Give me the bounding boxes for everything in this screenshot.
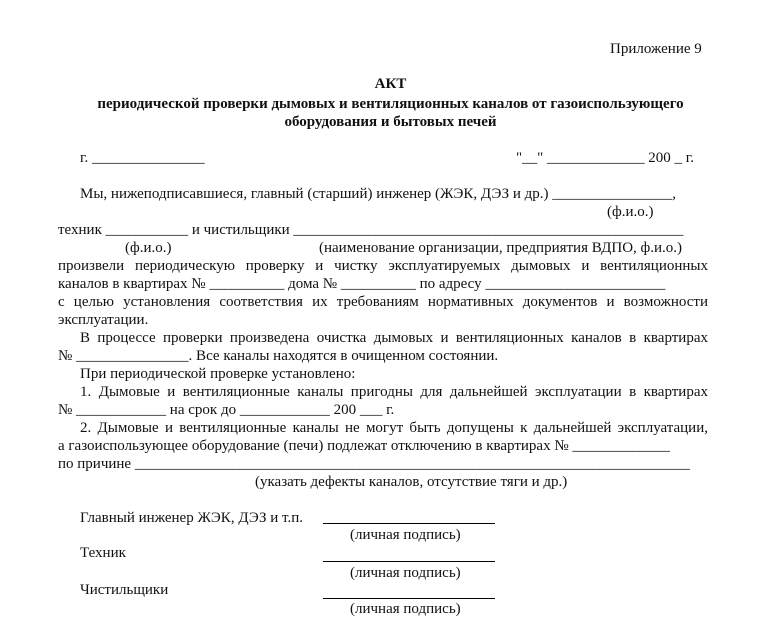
p4-line4: 2. Дымовые и вентиляционные каналы не могут быть допущены к дальнейшей эксплуатации, bbox=[80, 420, 708, 436]
p4-line2: 1. Дымовые и вентиляционные каналы пригодны для дальнейшей эксплуатации в квартирах bbox=[80, 384, 708, 400]
city-field: г. _______________ bbox=[80, 150, 205, 166]
sig2-label: Техник bbox=[80, 545, 126, 561]
document-title: АКТ bbox=[374, 76, 407, 92]
defects-caption: (указать дефекты каналов, отсутствие тяги и др.) bbox=[255, 474, 568, 490]
p2-line2: каналов в квартирах № __________ дома № __________ по адресу ________________________ bbox=[58, 276, 666, 292]
appendix-label: Приложение 9 bbox=[610, 41, 702, 57]
sig2-caption: (личная подпись) bbox=[350, 565, 461, 581]
p2-line3: с целью установления соответствия их требованиям нормативных документов и возможности bbox=[58, 294, 708, 310]
sig2-line bbox=[323, 561, 495, 562]
p2-line1: произвели периодическую проверку и чистку эксплуатируемых дымовых и вентиляционных bbox=[58, 258, 708, 274]
p4-line1: При периодической проверке установлено: bbox=[80, 366, 356, 382]
p1-line2: техник ___________ и чистильщики ____________________________________________________ bbox=[58, 222, 684, 238]
p4-line5: а газоиспользующее оборудование (печи) подлежат отключению в квартирах № _____________ bbox=[58, 438, 670, 454]
p4-line6: по причине __________________________________________________________________________ bbox=[58, 456, 690, 472]
sig1-label: Главный инженер ЖЭК, ДЭЗ и т.п. bbox=[80, 510, 304, 526]
p3-line2: № _______________. Все каналы находятся в очищенном состоянии. bbox=[58, 348, 499, 364]
sig1-caption: (личная подпись) bbox=[350, 527, 461, 543]
p4-line3: № ____________ на срок до ____________ 200 ___ г. bbox=[58, 402, 395, 418]
sig3-caption: (личная подпись) bbox=[350, 601, 461, 617]
document-subtitle-line1: периодической проверки дымовых и вентиляционных каналов от газоиспользующего bbox=[97, 96, 684, 112]
p3-line1: В процессе проверки произведена очистка дымовых и вентиляционных каналов в квартирах bbox=[80, 330, 708, 346]
p1-line1: Мы, нижеподписавшиеся, главный (старший) инженер (ЖЭК, ДЭЗ и др.) ________________, bbox=[80, 186, 676, 202]
document-subtitle-line2: оборудования и бытовых печей bbox=[284, 114, 497, 130]
technician-fio-caption: (ф.и.о.) bbox=[125, 240, 172, 256]
date-field: "__" _____________ 200 _ г. bbox=[516, 150, 694, 166]
sig1-line bbox=[323, 523, 495, 524]
sig3-label: Чистильщики bbox=[80, 582, 169, 598]
p2-line4: эксплуатации. bbox=[58, 312, 149, 328]
chief-fio-caption: (ф.и.о.) bbox=[607, 204, 654, 220]
sig3-line bbox=[323, 598, 495, 599]
org-caption: (наименование организации, предприятия ВДПО, ф.и.о.) bbox=[319, 240, 683, 256]
